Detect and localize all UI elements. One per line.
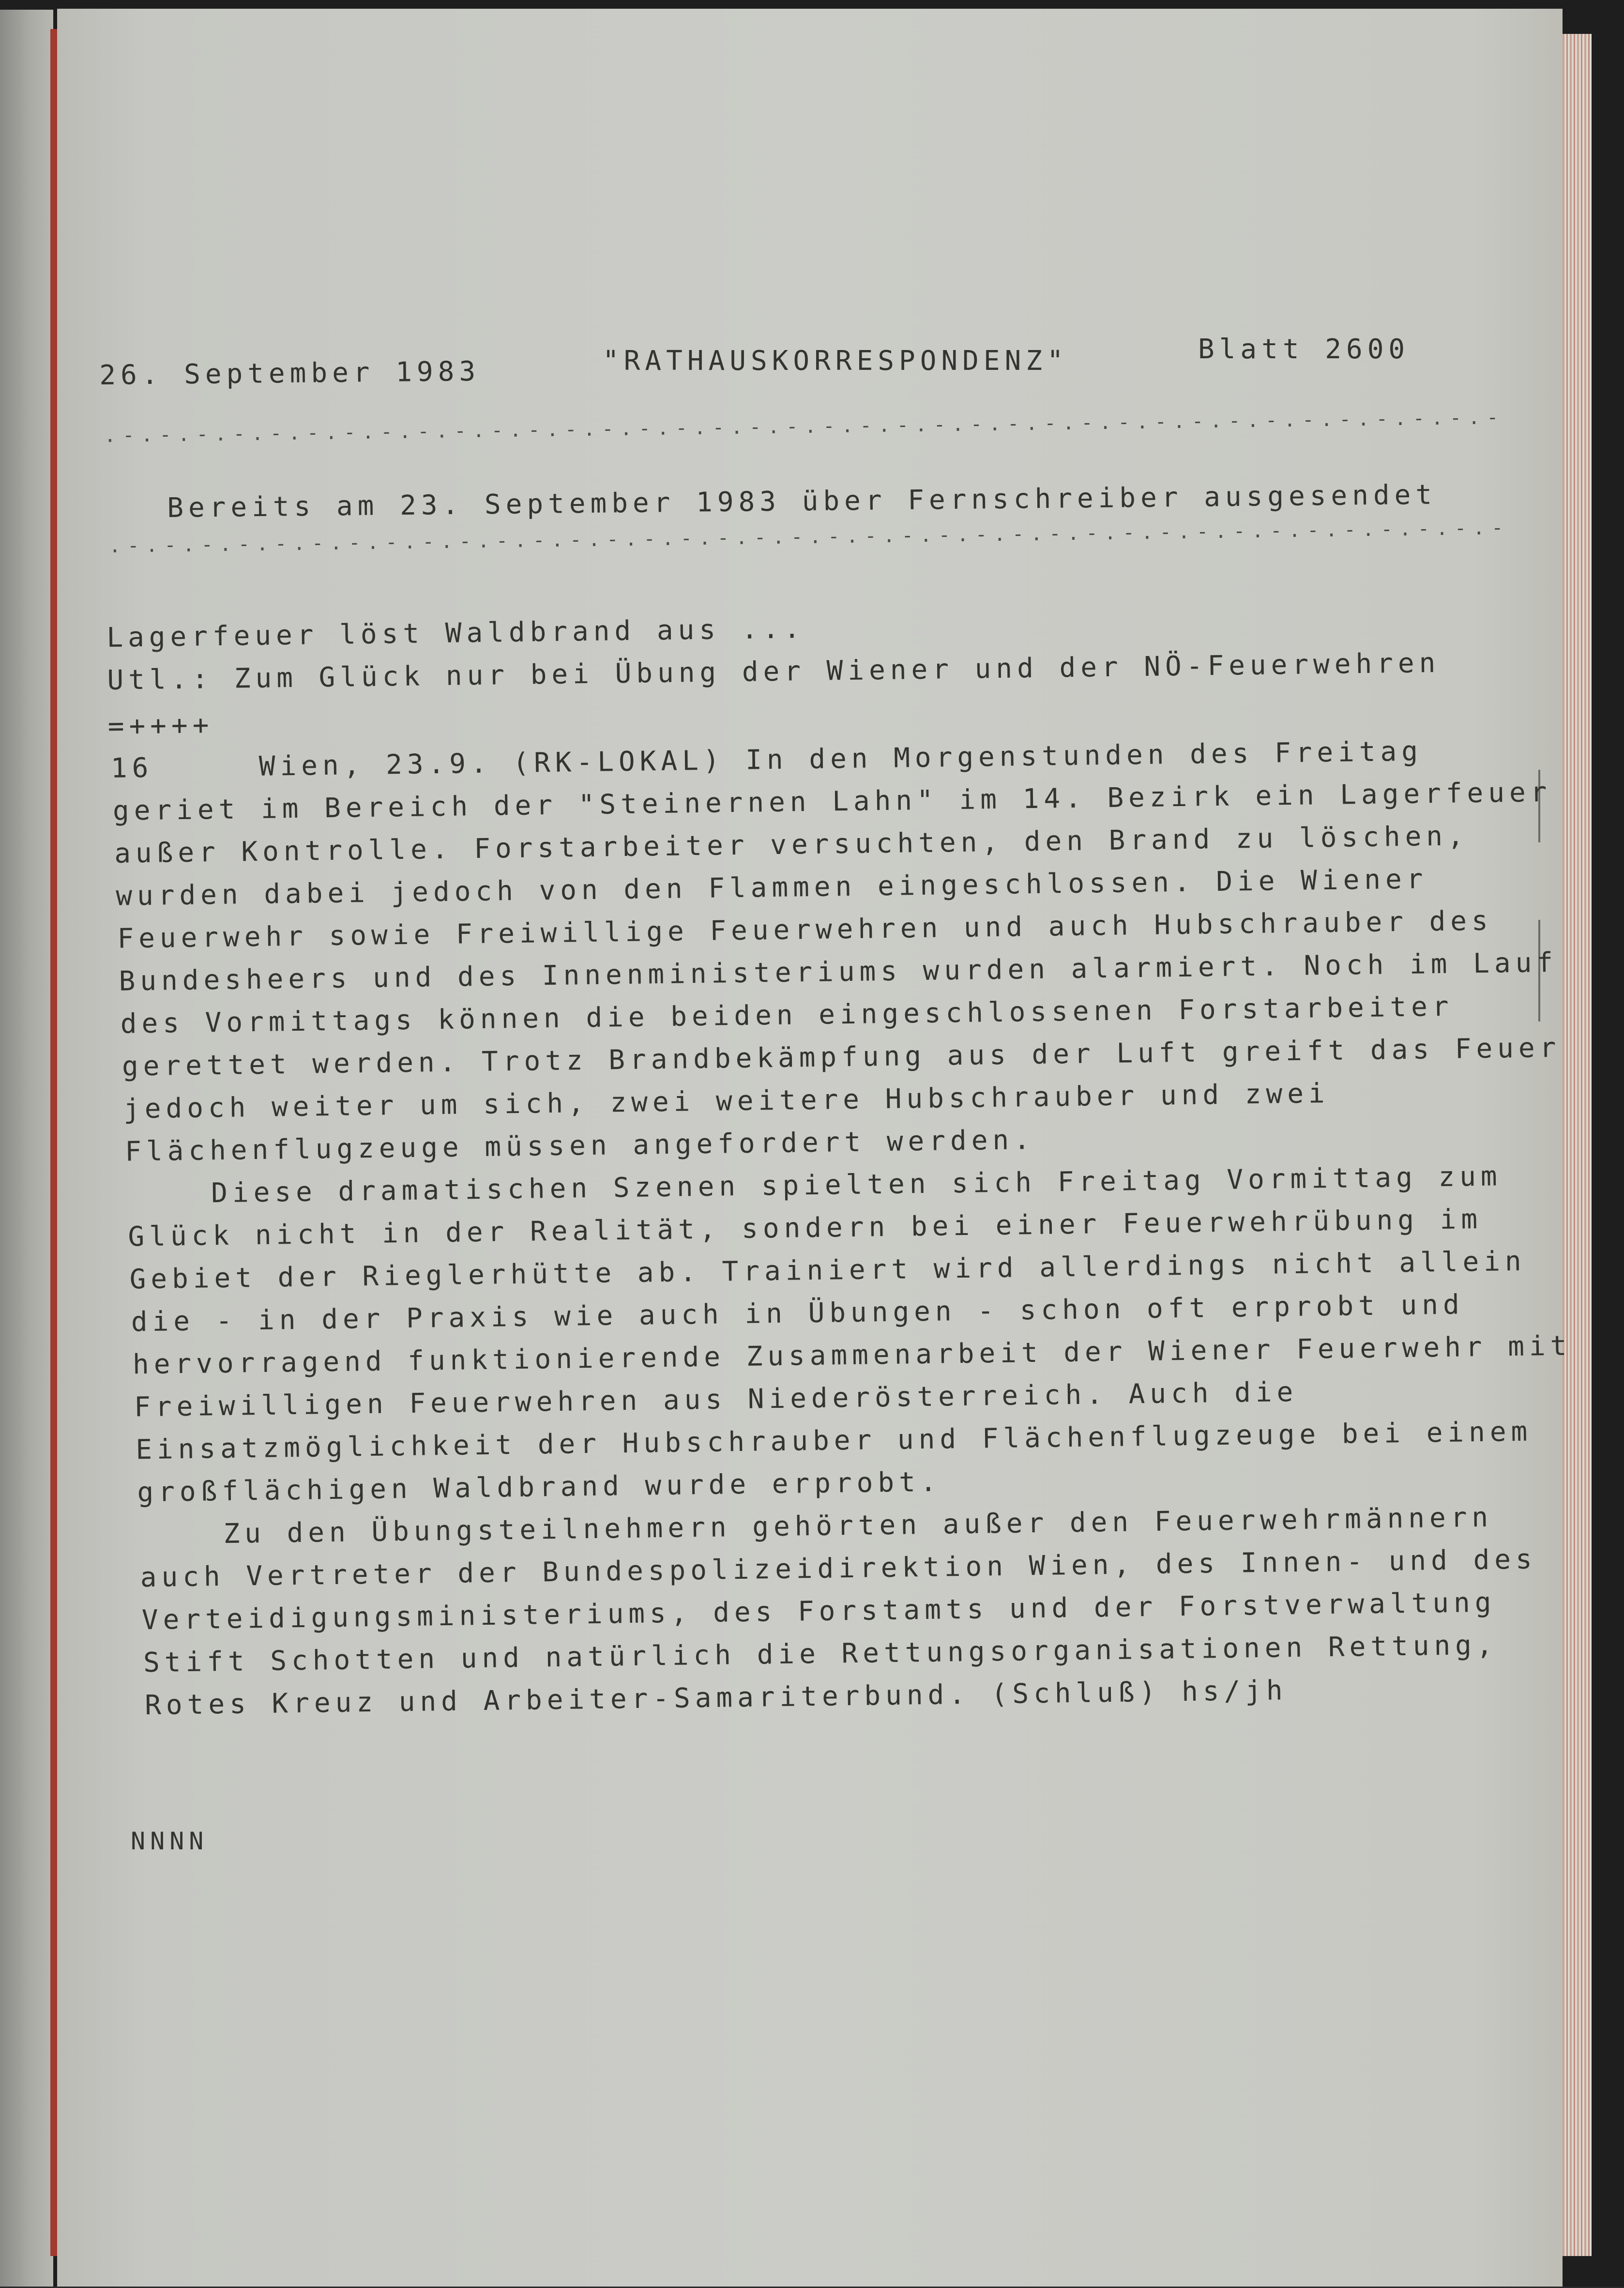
article-line: Rotes Kreuz und Arbeiter-Samariterbund. (Schluß) hs/jh	[144, 1675, 1288, 1722]
article-line: wurden dabei jedoch von den Flammen eingeschlossen. Die Wiener	[115, 863, 1428, 912]
header-date: 26. September 1983	[99, 355, 481, 391]
article-line: des Vormittags können die beiden eingeschlossenen Forstarbeiter	[120, 991, 1454, 1040]
article-line: Stift Schotten und natürlich die Rettungsorganisationen Rettung,	[143, 1629, 1498, 1679]
article-line: großflächigen Waldbrand wurde erprobt.	[137, 1466, 941, 1509]
article-line: Bundesheers und des Innenministeriums wurden alarmiert. Noch im Lauf	[119, 946, 1558, 997]
article-line: hervorragend funktionierende Zusammenarbeit der Wiener Feuerwehr mit	[132, 1330, 1572, 1381]
notice-rule-bottom: .-.-.-.-.-.-.-.-.-.-.-.-.-.-.-.-.-.-.-.-.-.-.-.-.-.-.-.-.-.-.-.-.-.-.-.-.-.-	[108, 517, 1510, 557]
notice-rule-top: .-.-.-.-.-.-.-.-.-.-.-.-.-.-.-.-.-.-.-.-.-.-.-.-.-.-.-.-.-.-.-.-.-.-.-.-.-.-	[104, 406, 1505, 447]
article-subtitle: Utl.: Zum Glück nur bei Übung der Wiener und der NÖ-Feuerwehren	[107, 647, 1441, 696]
header-title: "RATHAUSKORRESPONDENZ"	[603, 345, 1068, 377]
article-line: jedoch weiter um sich, zwei weitere Hubschrauber und zwei	[123, 1078, 1330, 1125]
article-separator: =++++	[107, 709, 214, 742]
article-line: Glück nicht in der Realität, sondern bei einer Feuerwehrübung im	[128, 1203, 1483, 1253]
article-line: Einsatzmöglichkeit der Hubschrauber und Flächenflugzeuge bei einem	[135, 1416, 1533, 1466]
article-line: Zu den Übungsteilnehmern gehörten außer den Feuerwehrmännern	[138, 1501, 1493, 1551]
article-line: auch Vertreter der Bundespolizeidirektion Wien, des Innen- und des	[140, 1543, 1537, 1594]
notice-text: Bereits am 23. September 1983 über Fernschreiber ausgesendet	[167, 479, 1437, 524]
article-line: gerettet werden. Trotz Brandbekämpfung aus der Luft greift das Feuer	[121, 1032, 1561, 1083]
article-line: Flächenflugzeuge müssen angefordert werden.	[124, 1124, 1035, 1168]
article-line: Diese dramatischen Szenen spielten sich Freitag Vormittag zum	[126, 1160, 1503, 1210]
article-line: geriet im Bereich der "Steinernen Lahn" im 14. Bezirk ein Lagerfeuer	[112, 776, 1552, 827]
end-mark: NNNN	[131, 1827, 209, 1855]
header-sheet-number: Blatt 2600	[1198, 334, 1410, 365]
article-line: Gebiet der Rieglerhütte ab. Trainiert wird allerdings nicht allein	[129, 1245, 1527, 1296]
article-line: außer Kontrolle. Forstarbeiter versuchten, den Brand zu löschen,	[114, 820, 1469, 869]
article-headline: Lagerfeuer löst Waldbrand aus ...	[106, 613, 805, 654]
article-line: Verteidigungsministeriums, des Forstamts und der Forstverwaltung	[141, 1586, 1496, 1636]
article-line: Freiwilligen Feuerwehren aus Niederösterreich. Auch die	[134, 1376, 1298, 1423]
article-line: Feuerwehr sowie Freiwillige Feuerwehren und auch Hubschrauber des	[117, 905, 1493, 955]
article-line: 16 Wien, 23.9. (RK-LOKAL) In den Morgenstunden des Freitag	[110, 735, 1423, 784]
article-line: die - in der Praxis wie auch in Übungen - schon oft erprobt und	[131, 1289, 1465, 1338]
